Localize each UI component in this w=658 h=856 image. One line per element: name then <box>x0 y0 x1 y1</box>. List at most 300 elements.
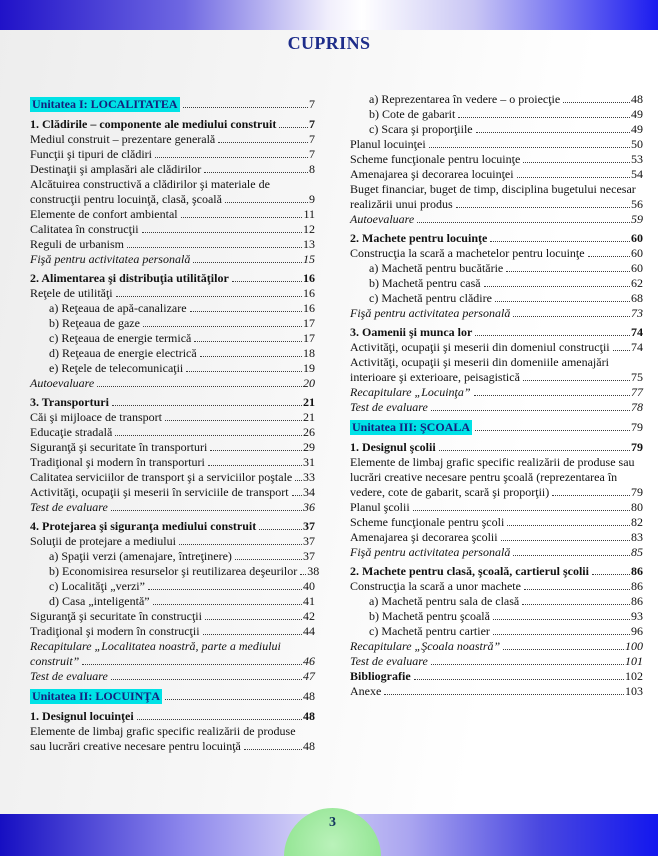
toc-entry-text: c) Reţeaua de energie termică <box>49 331 192 345</box>
toc-entry <box>350 276 643 291</box>
toc-entry-page: 86 <box>631 579 643 593</box>
toc-entry-line <box>30 549 315 564</box>
toc-entry-page: 9 <box>309 192 315 206</box>
dot-leader <box>200 356 302 357</box>
toc-entry-page: 60 <box>631 246 643 260</box>
toc-entry-line <box>30 410 315 425</box>
toc-entry-line <box>350 92 643 107</box>
toc-entry-page: 7 <box>309 132 315 146</box>
dot-leader <box>507 525 630 526</box>
toc-entry <box>30 301 315 316</box>
toc-entry-text: Test de evaluare <box>350 400 428 414</box>
toc-entry-text: Recapitulare „Şcoala noastră” <box>350 639 501 653</box>
toc-entry <box>30 132 315 147</box>
toc-entry-text: Fişă pentru activitatea personală <box>30 252 191 266</box>
toc-entry-page: 54 <box>631 167 643 181</box>
toc-entry-text: Autoevaluare <box>350 212 415 226</box>
dot-leader <box>155 157 308 158</box>
dot-leader <box>522 604 630 605</box>
dot-leader <box>165 699 302 700</box>
toc-entry-text: Soluţii de protejare a mediului <box>30 534 176 548</box>
dot-leader <box>417 222 630 223</box>
toc-entry-text: 3. Oamenii şi munca lor <box>350 325 473 339</box>
toc-entry-text: a) Reprezentarea în vedere – o proiecţie <box>369 92 561 106</box>
toc-entry-text: a) Machetă pentru sala de clasă <box>369 594 520 608</box>
dot-leader <box>137 719 302 720</box>
toc-entry <box>30 609 315 624</box>
toc-entry-text: Activităţi, ocupaţii şi meserii în serviciile de transport <box>30 485 289 499</box>
toc-entry-line <box>30 639 315 654</box>
toc-entry-page: 48 <box>303 739 315 753</box>
toc-entry-page: 26 <box>303 425 315 439</box>
toc-entry-text: Construcţia la scară a machetelor pentru locuinţe <box>350 246 585 260</box>
toc-entry-line <box>350 167 643 182</box>
dot-leader <box>225 202 308 203</box>
dot-leader <box>115 435 302 436</box>
toc-entry <box>30 709 315 724</box>
toc-entry-line <box>350 107 643 122</box>
toc-entry <box>30 316 315 331</box>
dot-leader <box>563 102 630 103</box>
dot-leader <box>142 232 302 233</box>
toc-entry-page: 8 <box>309 162 315 176</box>
toc-entry <box>30 237 315 252</box>
toc-entry-page: 21 <box>303 395 315 409</box>
toc-entry-page: 47 <box>303 669 315 683</box>
toc-entry-line <box>350 355 643 370</box>
toc-entry-line <box>30 440 315 455</box>
toc-entry <box>350 654 643 669</box>
toc-entry-page: 20 <box>303 376 315 390</box>
toc-entry <box>350 530 643 545</box>
toc-entry <box>350 400 643 415</box>
toc-entry-line <box>350 197 643 212</box>
toc-entry-line <box>350 564 643 579</box>
toc-entry-line <box>30 222 315 237</box>
toc-entry <box>350 515 643 530</box>
toc-entry-page: 16 <box>303 286 315 300</box>
toc-entry-text: Activităţi, ocupaţii şi meserii din domeniul construcţii <box>350 340 610 354</box>
toc-entry-page: 21 <box>303 410 315 424</box>
toc-entry-page: 34 <box>303 485 315 499</box>
toc-entry-text: b) Economisirea resurselor şi reutilizarea deşeurilor <box>49 564 298 578</box>
dot-leader <box>429 147 630 148</box>
toc-entry-text: Test de evaluare <box>30 669 108 683</box>
dot-leader <box>218 142 308 143</box>
toc-entry-text: Test de evaluare <box>350 654 428 668</box>
toc-entry-page: 102 <box>625 669 643 683</box>
toc-entry-page: 83 <box>631 530 643 544</box>
toc-entry-text: Construcţia la scară a unor machete <box>350 579 521 593</box>
toc-entry-page: 86 <box>631 594 643 608</box>
dot-leader <box>495 301 630 302</box>
toc-entry-line <box>350 340 643 355</box>
toc-entry <box>350 325 643 340</box>
toc-entry <box>350 340 643 355</box>
toc-entry-line <box>30 519 315 534</box>
toc-entry-line <box>350 420 643 435</box>
toc-entry-line <box>30 97 315 112</box>
toc-entry-page: 33 <box>303 470 315 484</box>
toc-entry <box>350 306 643 321</box>
toc-entry-line <box>30 594 315 609</box>
toc-entry-text: sau lucrări creative necesare pentru locuinţă <box>30 739 241 753</box>
toc-entry <box>350 594 643 609</box>
toc-entry-text: c) Machetă pentru clădire <box>369 291 492 305</box>
toc-entry-text: Activităţi, ocupaţii şi meserii din domeniile amenajări <box>350 355 609 369</box>
toc-entry-page: 82 <box>631 515 643 529</box>
dot-leader <box>244 749 302 750</box>
dot-leader <box>143 326 302 327</box>
toc-entry-line <box>30 669 315 684</box>
toc-entry-line <box>30 301 315 316</box>
dot-leader <box>484 286 630 287</box>
toc-entry-page: 13 <box>303 237 315 251</box>
toc-entry-line <box>30 500 315 515</box>
toc-entry-line <box>30 395 315 410</box>
toc-entry-text: Unitatea III: ŞCOALA <box>352 420 471 434</box>
toc-entry-page: 74 <box>631 340 643 354</box>
toc-entry <box>350 231 643 246</box>
toc-entry <box>350 639 643 654</box>
dot-leader <box>165 420 302 421</box>
toc-entry <box>350 545 643 560</box>
toc-entry-page: 19 <box>303 361 315 375</box>
toc-entry <box>30 331 315 346</box>
toc-entry-page: 74 <box>631 325 643 339</box>
dot-leader <box>513 555 630 556</box>
dot-leader <box>384 694 624 695</box>
toc-entry-text: Planul locuinţei <box>350 137 426 151</box>
toc-entry-page: 48 <box>631 92 643 106</box>
dot-leader <box>588 256 630 257</box>
toc-entry-text: Calitatea serviciilor de transport şi a serviciilor poştale <box>30 470 293 484</box>
toc-entry-line <box>350 385 643 400</box>
toc-entry-line <box>30 271 315 286</box>
toc-entry-page: 29 <box>303 440 315 454</box>
toc-entry-text: Planul şcolii <box>350 500 410 514</box>
toc-entry-text: Educaţie stradală <box>30 425 113 439</box>
toc-entry-line <box>350 594 643 609</box>
toc-entry-text: a) Machetă pentru bucătărie <box>369 261 504 275</box>
toc-entry <box>30 440 315 455</box>
toc-entry-text: 1. Designul locuinţei <box>30 709 134 723</box>
toc-entry-text: a) Reţeaua de apă-canalizare <box>49 301 187 315</box>
toc-entry <box>30 395 315 410</box>
toc-entry-line <box>30 485 315 500</box>
dot-leader <box>501 540 630 541</box>
toc-entry-page: 44 <box>303 624 315 638</box>
toc-entry-text: d) Casa „inteligentă” <box>49 594 150 608</box>
dot-leader <box>552 495 630 496</box>
toc-entry-text: Scheme funcţionale pentru şcoli <box>350 515 505 529</box>
dot-leader <box>232 281 302 282</box>
toc-entry-line <box>350 137 643 152</box>
toc-entry-text: c) Scara şi proporţiile <box>369 122 473 136</box>
toc-entry <box>30 669 315 684</box>
toc-entry-line <box>350 470 643 485</box>
toc-entry-line <box>30 654 315 669</box>
toc-entry <box>30 455 315 470</box>
toc-entry-page: 56 <box>631 197 643 211</box>
dot-leader <box>476 132 630 133</box>
toc-entry-page: 37 <box>303 519 315 533</box>
toc-entry <box>350 152 643 167</box>
dot-leader <box>613 350 630 351</box>
dot-leader <box>414 679 624 680</box>
toc-entry <box>30 485 315 500</box>
toc-entry-page: 50 <box>631 137 643 151</box>
toc-entry-text: Amenajarea şi decorarea locuinţei <box>350 167 514 181</box>
toc-entry <box>30 162 315 177</box>
toc-entry <box>350 624 643 639</box>
toc-entry <box>350 385 643 400</box>
toc-entry-text: Anexe <box>350 684 382 698</box>
dot-leader <box>279 127 308 128</box>
toc-entry-page: 100 <box>625 639 643 653</box>
toc-entry-text: Siguranţă şi securitate în transporturi <box>30 440 208 454</box>
toc-entry-line <box>30 286 315 301</box>
dot-leader <box>153 604 302 605</box>
toc-entry-text: Căi şi mijloace de transport <box>30 410 162 424</box>
dot-leader <box>523 162 630 163</box>
dot-leader <box>490 241 630 242</box>
toc-entry <box>30 470 315 485</box>
dot-leader <box>474 395 630 396</box>
toc-entry-line <box>350 515 643 530</box>
toc-entry-line <box>30 252 315 267</box>
toc-entry-page: 37 <box>303 549 315 563</box>
toc-entry-text: 3. Transporturi <box>30 395 109 409</box>
toc-entry <box>350 137 643 152</box>
toc-entry <box>350 92 643 107</box>
page-title: CUPRINS <box>287 33 371 53</box>
toc-entry-line <box>350 276 643 291</box>
toc-entry-page: 85 <box>631 545 643 559</box>
toc-entry-text: Fişă pentru activitatea personală <box>350 545 511 559</box>
toc-entry-page: 101 <box>625 654 643 668</box>
dot-leader <box>190 311 302 312</box>
toc-entry-text: Test de evaluare <box>30 500 108 514</box>
toc-entry-text: Buget financiar, buget de timp, disciplina bugetului necesar <box>350 182 636 196</box>
toc-entry <box>350 500 643 515</box>
dot-leader <box>456 207 630 208</box>
toc-entry-page: 103 <box>625 684 643 698</box>
dot-leader <box>458 117 630 118</box>
toc-container <box>30 92 643 754</box>
toc-entry-line <box>30 177 315 192</box>
toc-entry-page: 37 <box>303 534 315 548</box>
toc-entry-line <box>30 739 315 754</box>
dot-leader <box>179 544 302 545</box>
page-number-circle <box>284 808 381 856</box>
toc-entry-page: 15 <box>303 252 315 266</box>
toc-entry-text: Alcătuirea constructivă a clădirilor şi materiale de <box>30 177 270 191</box>
toc-entry-text: Unitatea II: LOCUINŢA <box>32 689 161 703</box>
toc-entry-text: Elemente de confort ambiental <box>30 207 178 221</box>
toc-entry-line <box>30 455 315 470</box>
toc-entry-page: 73 <box>631 306 643 320</box>
toc-entry <box>350 355 643 385</box>
toc-entry-line <box>350 152 643 167</box>
dot-leader <box>208 465 302 466</box>
dot-leader <box>475 430 630 431</box>
toc-entry-line <box>350 545 643 560</box>
toc-entry-line <box>30 376 315 391</box>
dot-leader <box>111 679 302 680</box>
dot-leader <box>517 177 630 178</box>
toc-entry <box>350 122 643 137</box>
toc-entry-text: Mediul construit – prezentare generală <box>30 132 216 146</box>
toc-entry-line <box>350 500 643 515</box>
toc-entry-text: Elemente de limbaj grafic specific realizării de produse sau <box>350 455 635 469</box>
dot-leader <box>183 107 308 108</box>
toc-entry-page: 41 <box>303 594 315 608</box>
toc-entry-page: 86 <box>631 564 643 578</box>
toc-entry-line <box>30 132 315 147</box>
dot-leader <box>431 664 624 665</box>
toc-entry-text: b) Machetă pentru casă <box>369 276 481 290</box>
toc-entry <box>30 252 315 267</box>
toc-entry-page: 59 <box>631 212 643 226</box>
toc-entry-text: Calitatea în construcţii <box>30 222 139 236</box>
toc-entry-line <box>30 162 315 177</box>
toc-entry <box>350 609 643 624</box>
toc-entry <box>30 500 315 515</box>
dot-leader <box>475 335 630 336</box>
toc-entry <box>350 420 643 435</box>
toc-entry-text: 2. Machete pentru clasă, şcoală, cartierul şcolii <box>350 564 589 578</box>
dot-leader <box>292 495 302 496</box>
toc-entry-text: b) Reţeaua de gaze <box>49 316 140 330</box>
toc-entry-page: 60 <box>631 231 643 245</box>
toc-entry-line <box>30 709 315 724</box>
toc-entry-text: 2. Machete pentru locuinţe <box>350 231 488 245</box>
toc-entry-page: 53 <box>631 152 643 166</box>
toc-entry-line <box>30 237 315 252</box>
toc-entry-line <box>350 624 643 639</box>
toc-entry-line <box>30 207 315 222</box>
toc-entry <box>30 724 315 754</box>
toc-entry-text: Bibliografie <box>350 669 411 683</box>
toc-entry <box>350 246 643 261</box>
toc-entry-page: 78 <box>631 400 643 414</box>
toc-entry-page: 16 <box>303 301 315 315</box>
toc-entry-page: 79 <box>631 420 643 434</box>
dot-leader <box>111 510 302 511</box>
toc-entry-text: b) Machetă pentru şcoală <box>369 609 490 623</box>
toc-entry-line <box>350 291 643 306</box>
dot-leader <box>295 480 302 481</box>
toc-entry-page: 60 <box>631 261 643 275</box>
toc-entry-line <box>350 485 643 500</box>
toc-entry-page: 80 <box>631 500 643 514</box>
toc-entry-line <box>350 440 643 455</box>
toc-entry-text: Amenajarea şi decorarea şcolii <box>350 530 498 544</box>
dot-leader <box>97 386 302 387</box>
toc-column-right <box>350 92 643 754</box>
toc-entry <box>350 212 643 227</box>
toc-entry-text: a) Spaţii verzi (amenajare, întreţinere) <box>49 549 232 563</box>
toc-entry-line <box>30 117 315 132</box>
toc-entry-page: 16 <box>303 271 315 285</box>
toc-entry <box>350 167 643 182</box>
toc-entry-page: 75 <box>631 370 643 384</box>
toc-entry-line <box>30 534 315 549</box>
toc-entry <box>30 361 315 376</box>
toc-entry-text: Tradiţional şi modern în transporturi <box>30 455 205 469</box>
toc-entry <box>30 271 315 286</box>
toc-entry-text: realizării unui produs <box>350 197 453 211</box>
toc-entry-line <box>30 425 315 440</box>
toc-entry-page: 68 <box>631 291 643 305</box>
dot-leader <box>148 589 302 590</box>
dot-leader <box>116 296 302 297</box>
toc-entry-text: 1. Clădirile – componente ale mediului construit <box>30 117 277 131</box>
toc-entry-line <box>30 609 315 624</box>
toc-entry-text: Recapitulare „Localitatea noastră, parte a mediului <box>30 639 281 653</box>
toc-entry-text: Siguranţă şi securitate în construcţii <box>30 609 202 623</box>
dot-leader <box>524 589 630 590</box>
toc-entry <box>30 410 315 425</box>
toc-entry-line <box>350 261 643 276</box>
page-number: 3 <box>329 815 336 830</box>
toc-entry-line <box>350 684 643 699</box>
toc-entry-line <box>350 325 643 340</box>
toc-entry-page: 42 <box>303 609 315 623</box>
toc-entry-text: lucrări creative necesare pentru şcoală (reprezentarea în <box>350 470 618 484</box>
toc-entry-line <box>350 609 643 624</box>
toc-entry-text: Autoevaluare <box>30 376 95 390</box>
toc-entry-line <box>350 246 643 261</box>
toc-entry <box>30 147 315 162</box>
toc-entry-page: 12 <box>303 222 315 236</box>
toc-entry <box>30 222 315 237</box>
toc-entry-page: 62 <box>631 276 643 290</box>
toc-entry-line <box>30 724 315 739</box>
toc-entry-page: 79 <box>631 440 643 454</box>
toc-entry-text: 1. Designul şcolii <box>350 440 436 454</box>
toc-entry <box>30 564 320 579</box>
toc-entry-text: Reţele de utilităţi <box>30 286 113 300</box>
dot-leader <box>523 380 630 381</box>
toc-entry-text: d) Reţeaua de energie electrică <box>49 346 197 360</box>
toc-entry-text: interioare şi exterioare, peisagistică <box>350 370 520 384</box>
dot-leader <box>300 574 306 575</box>
toc-entry <box>30 376 315 391</box>
dot-leader <box>503 649 624 650</box>
toc-entry <box>30 177 315 207</box>
toc-entry-page: 49 <box>631 122 643 136</box>
toc-entry-line <box>350 654 643 669</box>
toc-entry-text: Elemente de limbaj grafic specific realizării de produse <box>30 724 296 738</box>
toc-entry-line <box>350 579 643 594</box>
dot-leader <box>235 559 302 560</box>
toc-entry <box>350 669 643 684</box>
toc-entry-page: 7 <box>309 97 315 111</box>
toc-entry-page: 77 <box>631 385 643 399</box>
toc-entry-text: c) Localităţi „verzi” <box>49 579 145 593</box>
dot-leader <box>205 619 302 620</box>
toc-entry <box>30 425 315 440</box>
toc-entry-line <box>30 361 315 376</box>
toc-entry-line <box>30 331 315 346</box>
dot-leader <box>186 371 302 372</box>
toc-entry-line <box>30 564 320 579</box>
toc-entry-line <box>30 470 315 485</box>
dot-leader <box>259 529 302 530</box>
toc-entry-page: 93 <box>631 609 643 623</box>
